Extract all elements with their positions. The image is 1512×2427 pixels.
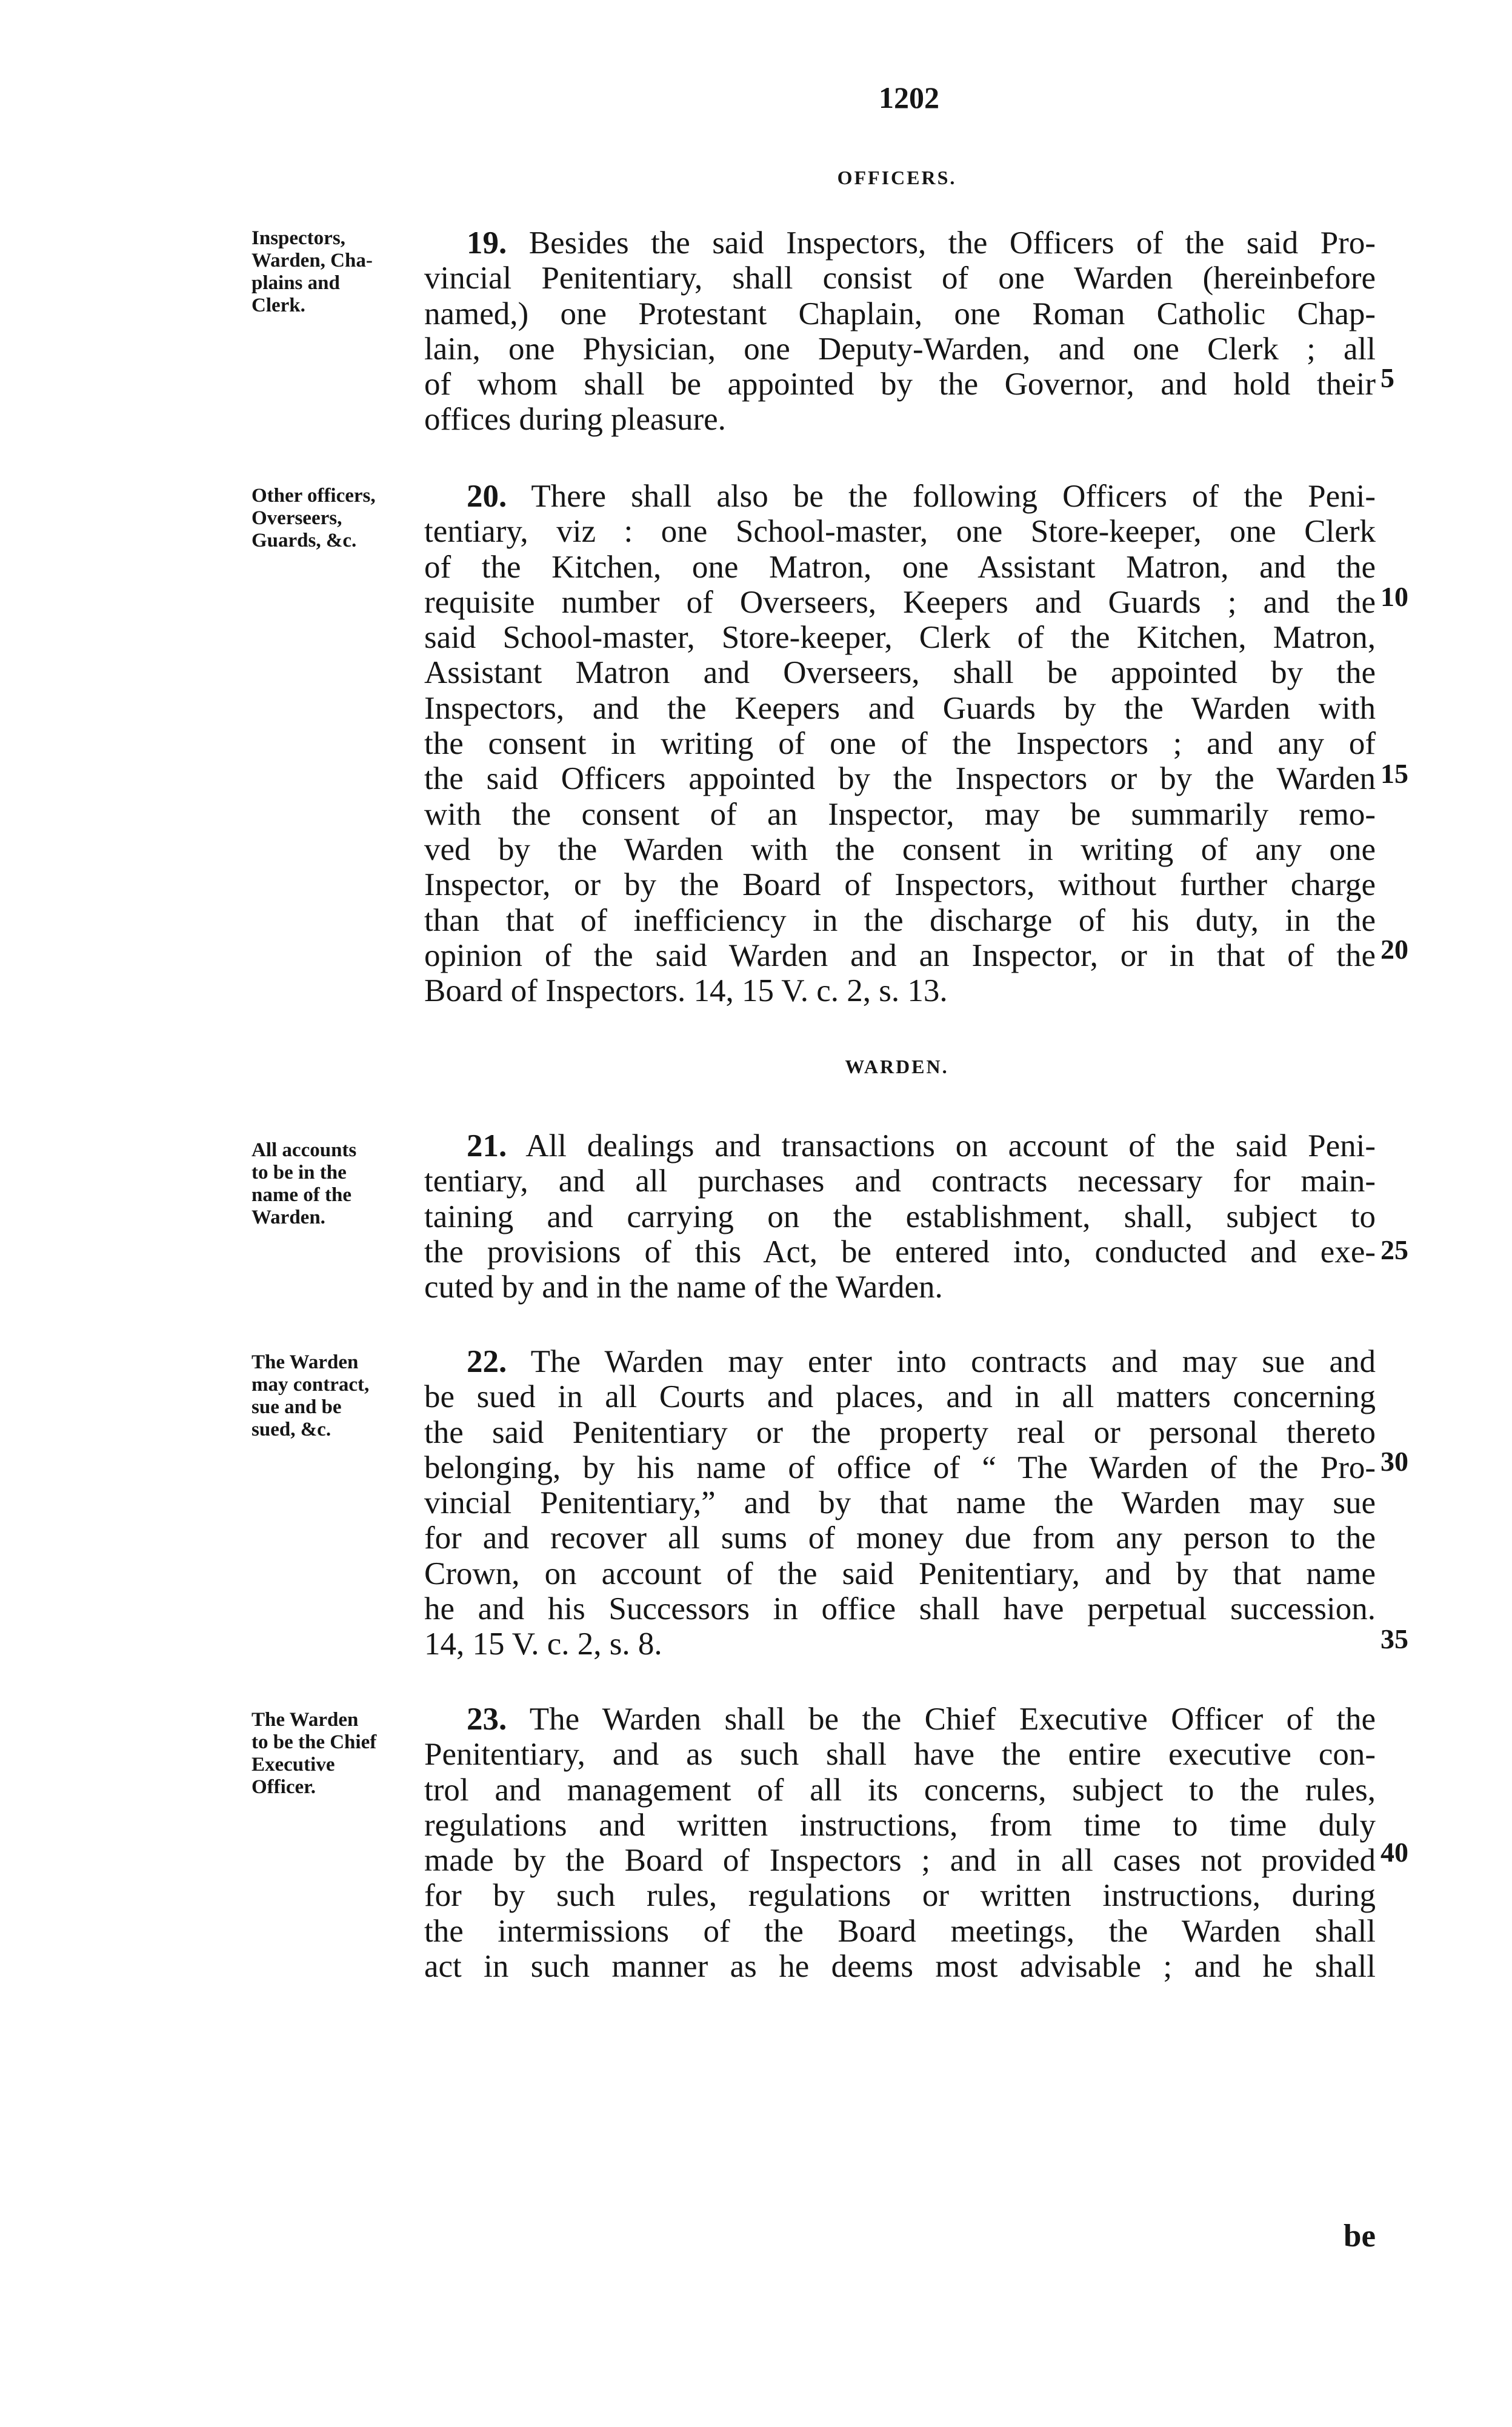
text-line: made by the Board of Inspectors ; and in all cases not provided (424, 1843, 1376, 1879)
text-line: vincial Penitentiary, shall consist of one Warden (hereinbefore (424, 261, 1376, 296)
section-number: 21. (467, 1128, 507, 1164)
text-line: the intermissions of the Board meetings, the Warden shall (424, 1913, 1376, 1949)
margin-note-line: sue and be (251, 1396, 342, 1418)
text-line: Penitentiary, and as such shall have the entire executive con- (424, 1737, 1376, 1773)
heading-officers: OFFICERS. (837, 167, 957, 188)
margin-note-line: may contract, (251, 1374, 370, 1396)
text-line: lain, one Physician, one Deputy-Warden, and one Clerk ; all (424, 331, 1376, 367)
text-line: the provisions of this Act, be entered into, conducted and exe- (424, 1234, 1376, 1270)
text-line: tentiary, viz : one School-master, one Store-keeper, one Clerk (424, 514, 1376, 550)
text-line (424, 225, 1376, 261)
text-line: for by such rules, regulations or written instructions, during (424, 1878, 1376, 1914)
text-line (424, 1702, 1376, 1737)
line-number: 25 (1380, 1234, 1408, 1265)
margin-note-line: to be the Chief (251, 1731, 377, 1753)
line-number: 10 (1380, 581, 1408, 612)
text-line: with the consent of an Inspector, may be summarily remo- (424, 796, 1376, 832)
page-number: 1202 (879, 81, 939, 115)
text-line: tentiary, and all purchases and contracts necessary for main- (424, 1164, 1376, 1199)
section-21 (424, 1128, 1376, 1305)
margin-note-s23 (251, 1709, 427, 1799)
text-line: of whom shall be appointed by the Governor, and hold their (424, 367, 1376, 402)
margin-note-line: sued, &c. (251, 1419, 331, 1440)
heading-warden: WARDEN. (845, 1056, 949, 1077)
line-number: 20 (1380, 934, 1408, 965)
text-line: Inspector, or by the Board of Inspectors, without further charge (424, 867, 1376, 903)
margin-note-line: Overseers, (251, 507, 342, 529)
margin-note-line: to be in the (251, 1162, 347, 1184)
margin-note-s22 (251, 1351, 427, 1441)
section-20 (424, 479, 1376, 1008)
line-number: 35 (1380, 1623, 1408, 1654)
text-line: cuted by and in the name of the Warden. (424, 1270, 943, 1305)
text-line (424, 1128, 1376, 1164)
text-line: act in such manner as he deems most advisable ; and he shall (424, 1949, 1376, 1985)
margin-note-line: Executive (251, 1754, 335, 1776)
text-line: trol and management of all its concerns, subject to the rules, (424, 1772, 1376, 1808)
line-text: The Warden shall be the Chief Executive Officer of the (507, 1702, 1376, 1737)
margin-note-s21 (251, 1139, 427, 1229)
line-text: Besides the said Inspectors, the Officers of the said Pro- (507, 225, 1376, 261)
catchword: be (1344, 2219, 1376, 2254)
line-text: The Warden may enter into contracts and may sue and (507, 1344, 1376, 1379)
text-line: offices during pleasure. (424, 402, 726, 438)
line-number: 15 (1380, 758, 1408, 789)
section-number: 22. (467, 1344, 507, 1379)
text-line: ved by the Warden with the consent in writing of any one (424, 831, 1376, 867)
section-23 (424, 1702, 1376, 1984)
margin-note-line: Guards, &c. (251, 530, 357, 551)
text-line: named,) one Protestant Chaplain, one Roman Catholic Chap- (424, 296, 1376, 331)
section-19 (424, 225, 1376, 438)
line-text: There shall also be the following Officers of the Peni- (507, 479, 1376, 514)
text-line: said School-master, Store-keeper, Clerk of the Kitchen, Matron, (424, 620, 1376, 656)
line-number: 5 (1380, 362, 1394, 393)
margin-note-line: Inspectors, (251, 227, 345, 249)
margin-note-line: Warden, Cha- (251, 250, 373, 271)
margin-note-line: The Warden (251, 1351, 359, 1373)
margin-note-line: plains and (251, 272, 340, 294)
text-line: for and recover all sums of money due from any person to the (424, 1520, 1376, 1556)
margin-note-line: Officer. (251, 1776, 316, 1798)
text-line: the said Officers appointed by the Inspectors or by the Warden (424, 761, 1376, 797)
text-line: than that of inefficiency in the discharge of his duty, in the (424, 902, 1376, 938)
line-number: 30 (1380, 1446, 1408, 1477)
line-number: 40 (1380, 1837, 1408, 1868)
text-line: taining and carrying on the establishment, shall, subject to (424, 1199, 1376, 1234)
margin-note-line: The Warden (251, 1709, 359, 1731)
section-number: 20. (467, 479, 507, 514)
margin-note-s19 (251, 227, 427, 317)
text-line: of the Kitchen, one Matron, one Assistant Matron, and the (424, 549, 1376, 585)
text-line: Board of Inspectors. 14, 15 V. c. 2, s. 13. (424, 973, 948, 1009)
text-line: 14, 15 V. c. 2, s. 8. (424, 1626, 662, 1662)
margin-note-line: All accounts (251, 1139, 357, 1161)
text-line: the said Penitentiary or the property real or personal thereto (424, 1414, 1376, 1450)
text-line (424, 1344, 1376, 1379)
line-text: All dealings and transactions on account of the said Peni- (507, 1128, 1376, 1164)
text-line: Assistant Matron and Overseers, shall be appointed by the (424, 655, 1376, 691)
section-number: 23. (467, 1702, 507, 1737)
text-line: opinion of the said Warden and an Inspector, or in that of the (424, 937, 1376, 973)
margin-note-s20 (251, 485, 427, 552)
text-line: requisite number of Overseers, Keepers and Guards ; and the (424, 584, 1376, 620)
text-line: Crown, on account of the said Penitentiary, and by that name (424, 1556, 1376, 1591)
text-line: the consent in writing of one of the Inspectors ; and any of (424, 726, 1376, 762)
text-line: be sued in all Courts and places, and in all matters concerning (424, 1379, 1376, 1415)
text-line: Inspectors, and the Keepers and Guards by the Warden with (424, 690, 1376, 726)
text-line: belonging, by his name of office of “ The Warden of the Pro- (424, 1450, 1376, 1485)
text-line: vincial Penitentiary,” and by that name the Warden may sue (424, 1485, 1376, 1521)
text-line (424, 479, 1376, 514)
margin-note-line: Other officers, (251, 485, 376, 507)
margin-note-line: name of the (251, 1184, 351, 1206)
margin-note-line: Clerk. (251, 295, 305, 316)
margin-note-line: Warden. (251, 1207, 325, 1228)
text-line: regulations and written instructions, from time to time duly (424, 1807, 1376, 1843)
section-22 (424, 1344, 1376, 1662)
text-line: he and his Successors in office shall have perpetual succession. (424, 1591, 1376, 1627)
section-number: 19. (467, 225, 507, 261)
